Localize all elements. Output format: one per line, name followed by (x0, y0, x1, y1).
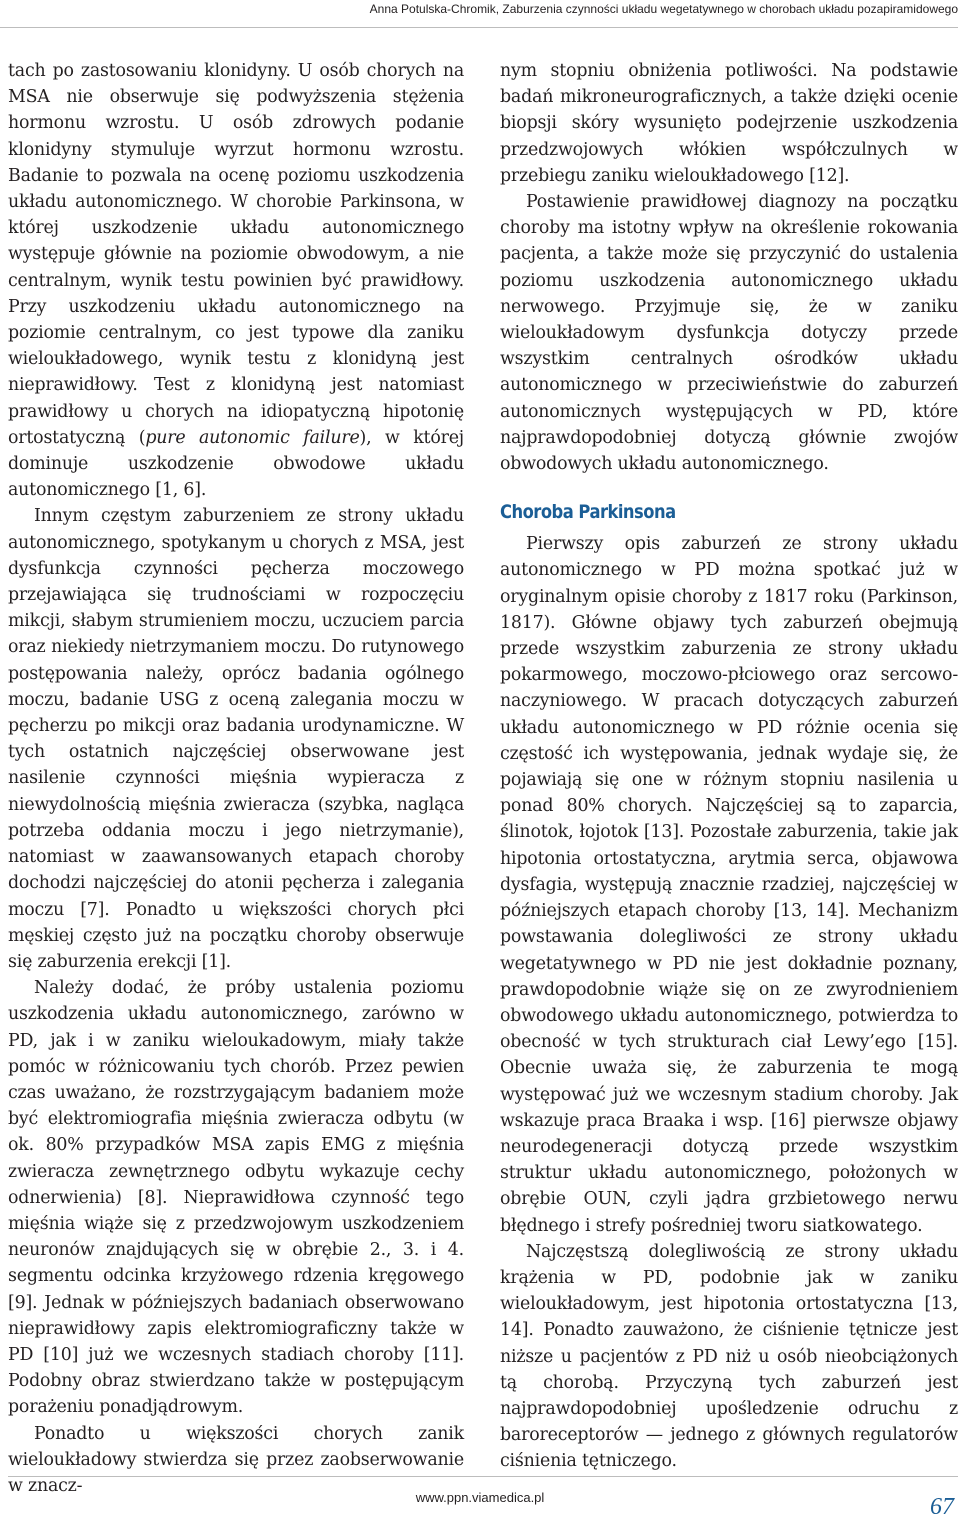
page-number: 67 (930, 1494, 954, 1520)
footer-url: www.ppn.viamedica.pl (415, 1490, 545, 1505)
section-heading: Choroba Parkinsona (500, 501, 676, 524)
right-column (500, 58, 958, 1475)
header-rule (0, 27, 958, 28)
paragraph: Postawienie prawidłowej diagnozy na początku choroby ma istotny wpływ na określenie rokowania pacjenta, a także może się przyczynić do ustalenia poziomu uszkodzenia autonomicznego układu nerwowego. Przyjmuje się, że w zaniku wieloukładowym dysfunkcja dotyczy przede wszystkim centralnych ośrodków układu autonomicznego w przeciwieństwie do zaburzeń autonomicznych występujących w PD, które najprawdopodobniej dotyczą głównie zwojów obwodowych układu autonomicznego. (500, 192, 958, 475)
paragraph: Pierwszy opis zaburzeń ze strony układu autonomicznego w PD można spotkać już w oryginalnym opisie choroby z 1817 roku (Parkinson, 1817). Główne objawy tych zaburzeń obejmują przede wszystkim zaburzenia ze strony układu pokarmowego, moczowo-płciowego oraz sercowo-naczyniowego. W pracach dotyczących zaburzeń układu autonomicznego w PD różnie ocenia się częstość ich występowania, jednak wydaje się, że pojawiają się one w różnym stopniu nasilenia u ponad 80% chorych. Najczęściej są to zaparcia, ślinotok, łojotok [13]. Pozostałe zaburzenia, takie jak hipotonia ortostatyczna, arytmia serca, objawowa dysfagia, występują znacznie rzadziej, najczęściej w późniejszych etapach choroby [13, 14]. Mechanizm powstawania dolegliwości ze strony układu wegetatywnego w PD nie jest dokładnie poznany, prawdopodobnie wiąże się on ze zwyrodnieniem obwodowego układu autonomicznego, potwierdza to obecność w tych strukturach ciał Lewy’ego [15]. Obecnie uważa się, że zaburzenia te mogą występować już we wczesnym stadium choroby. Jak wskazuje praca Braaka i wsp. [16] pierwsze objawy neurodegeneracji dotyczą przede wszystkim struktur układu autonomicznego, położonych w obrębie OUN, czyli jądra grzbietowego nerwu błędnego i strefy pośredniej tworu siatkowatego. (500, 534, 958, 1236)
running-header-title: Anna Potulska-Chromik, Zaburzenia czynności układu wegetatywnego w chorobach układu pozapiramidowego (369, 2, 958, 16)
footer-rule (8, 1476, 958, 1477)
paragraph: Innym częstym zaburzeniem ze strony układu autonomicznego, spotykanym u chorych z MSA, jest dysfunkcja czynności pęcherza moczowego przejawiająca się trudnościami w rozpoczęciu mikcji, słabym strumieniem moczu, uczuciem parcia oraz niekiedy nietrzymaniem moczu. Do rutynowego postępowania należy, oprócz badania ogólnego moczu, badanie USG z oceną zalegania moczu w pęcherzu po mikcji oraz badania urodynamiczne. W tych ostatnich najczęściej obserwowane jest nasilenie czynności mięśnia wypieracza z niewydolnością mięśnia zwieracza (szybka, nagląca potrzeba oddania moczu i jego nietrzymanie), natomiast w zaawansowanych etapach choroby dochodzi najczęściej do atonii pęcherza i zalegania moczu [7]. Ponadto u większości chorych płci męskiej często już na początku choroby obserwuje się zaburzenia erekcji [1]. (8, 506, 464, 972)
paragraph: Ponadto u większości chorych zanik wieloukładowy stwierdza się przez zaobserwowanie w znacz- (8, 1423, 464, 1496)
paragraph: Najczęstszą dolegliwością ze strony układu krążenia w PD, podobnie jak w zaniku wieloukładowym, jest hipotonia ortostatyczna [13, 14]. Ponadto zauważono, że ciśnienie tętnicze jest niższe u pacjentów z PD niż u osób nieobciążonych tą chorobą. Przyczyną tych zaburzeń jest najprawdopodobniej upośledzenie odruchu z baroreceptorów — jednego z głównych regulatorów ciśnienia tętniczego. (500, 1241, 958, 1472)
paragraph: Należy dodać, że próby ustalenia poziomu uszkodzenia układu autonomicznego, zarówno w PD, jak i w zaniku wieloukadowym, miały także pomóc w różnicowaniu tych chorób. Przez pewien czas uważano, że rozstrzygającym badaniem może być elektromiografia mięśnia zwieracza odbytu (w ok. 80% przypadków MSA zapis EMG z mięśnia zwieracza zewnętrznego odbytu wykazuje cechy odnerwienia) [8]. Nieprawidłowa czynność tego mięśnia wiąże się z przedzwojowym uszkodzeniem neuronów znajdujących się w obrębie 2., 3. i 4. segmentu odcinka krzyżowego rdzenia kręgowego [9]. Jednak w późniejszych badaniach obserwowano nieprawidłowy zapis elektromiograficzny także w PD [10] już we wczesnych stadiach choroby [11]. Podobny obraz stwierdzano także w postępującym porażeniu ponadjądrowym. (8, 978, 464, 1418)
paragraph: nym stopniu obniżenia potliwości. Na podstawie badań mikroneurograficznych, a także dzięki ocenie biopsji skóry wysunięto podejrzenie uszkodzenia przedzwojowych włókien współczulnych w przebiegu zaniku wieloukładowego [12]. (500, 61, 958, 186)
italic-term: pure autonomic failure (145, 427, 360, 448)
running-header (0, 0, 958, 20)
left-column (8, 58, 464, 1499)
paragraph: tach po zastosowaniu klonidyny. U osób chorych na MSA nie obserwuje się podwyższenia stężenia hormonu wzrostu. U osób zdrowych podanie klonidyny stymuluje wyrzut hormonu wzrostu. Badanie to pozwala na ocenę poziomu uszkodzenia układu autonomicznego. W chorobie Parkinsona, w której uszkodzenie układu autonomicznego występuje głównie na poziomie obwodowym, a nie centralnym, wynik testu powinien być prawidłowy. Przy uszkodzeniu układu autonomicznego na poziomie centralnym, co jest typowe dla zaniku wieloukładowego, wynik testu z klonidyną jest nieprawidłowy. Test z klonidyną jest natomiast prawidłowy u chorych na idiopatyczną hipotonię ortostatyczną (pure autonomic failure), w której dominuje uszkodzenie obwodowe układu autonomicznego [1, 6]. (8, 61, 464, 501)
